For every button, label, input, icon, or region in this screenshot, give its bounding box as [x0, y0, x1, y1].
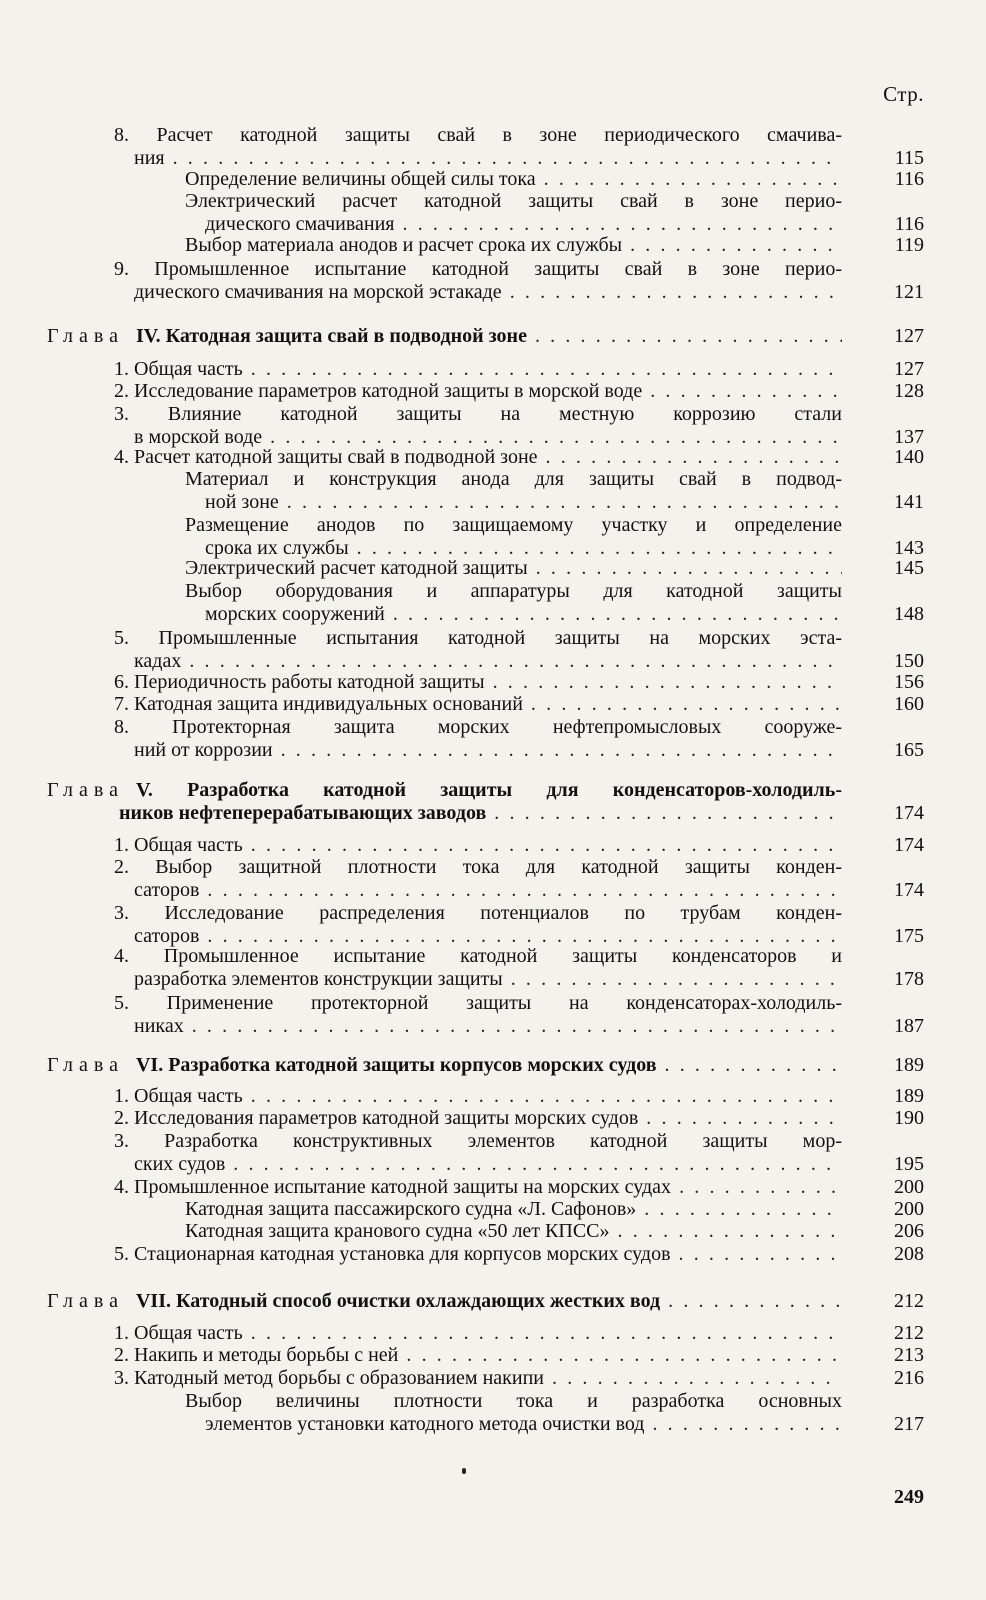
toc-entry-line	[185, 557, 842, 579]
toc-page-number: 213	[894, 1344, 924, 1366]
toc-entry-line	[114, 902, 842, 924]
toc-page-number: 156	[894, 671, 924, 693]
toc-entry-text: 1. Общая часть	[114, 358, 243, 380]
chapter-label: Глава	[47, 1054, 124, 1076]
dot-leader	[622, 234, 842, 256]
toc-page-number: 116	[894, 168, 924, 190]
toc-entry-line	[134, 925, 842, 947]
toc-entry-text: Материал и конструкция анода для защиты свай в подвод-	[185, 468, 842, 490]
toc-entry-line	[114, 856, 842, 878]
toc-page-number: 174	[894, 878, 924, 901]
toc-entry-text: 2. Выбор защитной плотности тока для катодной защиты конден-	[114, 856, 842, 878]
toc-page-number: 141	[894, 490, 924, 513]
dot-leader	[671, 1243, 842, 1265]
dot-leader	[398, 1344, 842, 1366]
toc-page-number: 137	[894, 425, 924, 448]
toc-entry-line	[114, 627, 842, 649]
toc-entry-line	[134, 739, 842, 761]
toc-entry-line	[185, 1220, 842, 1242]
dot-leader	[502, 281, 842, 303]
toc-entry-line	[134, 1015, 842, 1037]
toc-entry-text: 5. Промышленные испытания катодной защиты на морских эста-	[114, 627, 842, 649]
toc-page-number: 143	[894, 536, 924, 559]
toc-entry-text: Электрический расчет катодной защиты	[185, 557, 528, 579]
dot-leader	[243, 1322, 842, 1344]
toc-entry-text: 4. Расчет катодной защиты свай в подводной зоне	[114, 446, 538, 468]
dot-leader	[199, 925, 842, 947]
toc-page-number: 121	[894, 280, 924, 303]
dot-leader	[225, 1153, 842, 1175]
toc-entry-text: 4. Промышленное испытание катодной защиты конденсаторов и	[114, 945, 842, 967]
toc-page-number: 189	[894, 1054, 924, 1076]
toc-entry-line	[185, 580, 842, 602]
toc-entry-text: разработка элементов конструкции защиты	[134, 967, 503, 990]
dot-leader	[486, 802, 842, 824]
toc-page-number: 165	[894, 738, 924, 761]
toc-page-number: 200	[894, 1176, 924, 1198]
toc-entry-line	[185, 468, 842, 490]
toc-page-number: 189	[894, 1085, 924, 1107]
toc-page-number: 119	[894, 234, 924, 256]
dot-leader	[262, 426, 842, 448]
toc-page-number: 140	[894, 446, 924, 468]
dot-leader	[243, 358, 842, 380]
dot-leader	[644, 1413, 842, 1435]
toc-page-number: 148	[894, 602, 924, 625]
dot-leader	[503, 968, 842, 990]
toc-entry-line	[134, 426, 842, 448]
dot-leader	[385, 603, 842, 625]
dot-leader	[485, 671, 842, 693]
toc-entry-text: Электрический расчет катодной защиты свай в зоне перио-	[185, 190, 842, 212]
toc-entry-line	[205, 213, 842, 235]
dot-leader	[642, 380, 842, 402]
toc-entry-text: саторов	[134, 878, 200, 901]
toc-entry-text: срока их службы	[205, 536, 349, 559]
toc-entry-text: Определение величины общей силы тока	[185, 168, 536, 190]
chapter-title: VI. Разработка катодной защиты корпусов морских судов	[135, 1054, 657, 1076]
toc-entry-line	[185, 168, 842, 190]
toc-entry-text: Выбор величины плотности тока и разработка основных	[185, 1390, 842, 1412]
toc-entry-text: 8. Протекторная защита морских нефтепромысловых сооруже-	[114, 716, 842, 738]
chapter-heading-line	[119, 802, 842, 824]
toc-entry-line	[185, 1390, 842, 1412]
dot-leader	[638, 1107, 842, 1129]
dot-leader	[610, 1220, 842, 1242]
toc-page-number: 217	[894, 1412, 924, 1435]
toc-entry-line	[114, 693, 842, 715]
chapter-label: Глава	[47, 779, 124, 801]
dot-leader	[349, 537, 842, 559]
toc-entry-line	[205, 603, 842, 625]
dot-leader	[536, 168, 842, 190]
toc-page-number: 212	[894, 1290, 924, 1312]
toc-entry-line	[114, 1130, 842, 1152]
toc-entry-text: Выбор материала анодов и расчет срока их службы	[185, 234, 623, 256]
toc-entry-line	[205, 491, 842, 513]
toc-entry-text: 2. Исследование параметров катодной защиты в морской воде	[114, 380, 643, 402]
toc-page-number: 190	[894, 1107, 924, 1129]
toc-entry-line	[114, 358, 842, 380]
toc-entry-text: 3. Катодный метод борьбы с образованием накипи	[114, 1367, 544, 1389]
toc-entry-text: Выбор оборудования и аппаратуры для катодной защиты	[185, 580, 842, 602]
dot-leader	[243, 834, 842, 856]
dot-leader	[395, 213, 843, 235]
chapter-heading-line	[47, 1054, 842, 1076]
toc-page-number: 127	[894, 358, 924, 380]
toc-entry-line	[114, 258, 842, 280]
toc-entry-text: ний от коррозии	[134, 738, 273, 761]
toc-entry-line	[114, 124, 842, 146]
toc-entry-text: дического смачивания	[205, 212, 395, 235]
toc-entry-line	[114, 1085, 842, 1107]
dot-leader	[671, 1176, 842, 1198]
toc-entry-text: 1. Общая часть	[114, 1322, 243, 1344]
toc-entry-line	[134, 968, 842, 990]
toc-entry-text: 9. Промышленное испытание катодной защиты свай в зоне перио-	[114, 258, 842, 280]
toc-page-number: 145	[894, 557, 924, 579]
toc-entry-line	[185, 1198, 842, 1220]
dot-leader	[660, 1290, 842, 1312]
toc-entry-line	[114, 1107, 842, 1129]
toc-entry-text: 1. Общая часть	[114, 1085, 243, 1107]
toc-page-number: 200	[894, 1198, 924, 1220]
dot-leader	[544, 1367, 842, 1389]
toc-entry-line	[114, 834, 842, 856]
chapter-label: Глава	[47, 325, 124, 347]
toc-entry-line	[114, 945, 842, 967]
chapter-title: VII. Катодный способ очистки охлаждающих жестких вод	[135, 1290, 661, 1312]
toc-page-number: 178	[894, 967, 924, 990]
toc-entry-line	[114, 446, 842, 468]
toc-entry-line	[185, 234, 842, 256]
toc-entry-line	[114, 1176, 842, 1198]
chapter-heading-line	[47, 779, 842, 801]
toc-entry-text: 3. Разработка конструктивных элементов катодной защиты мор-	[114, 1130, 842, 1152]
page-number: 249	[894, 1486, 924, 1508]
dot-leader	[199, 879, 842, 901]
toc-entry-text: дического смачивания на морской эстакаде	[134, 280, 502, 303]
toc-page-number: 175	[894, 924, 924, 947]
toc-entry-text: 3. Исследование распределения потенциалов по трубам конден-	[114, 902, 842, 924]
toc-entry-text: 2. Исследования параметров катодной защиты морских судов	[114, 1107, 639, 1129]
toc-entry-line	[114, 1344, 842, 1366]
chapter-heading-line	[47, 325, 842, 347]
toc-entry-text: ной зоне	[205, 490, 279, 513]
chapter-heading-line	[47, 1290, 842, 1312]
toc-entry-line	[114, 671, 842, 693]
toc-page-number: 206	[894, 1220, 924, 1242]
toc-entry-line	[114, 403, 842, 425]
toc-page-number: 160	[894, 693, 924, 715]
toc-entry-text: ния	[134, 146, 165, 169]
toc-page-number: 127	[894, 325, 924, 347]
toc-entry-text: 1. Общая часть	[114, 834, 243, 856]
dot-leader	[243, 1085, 842, 1107]
toc-entry-text: Размещение анодов по защищаемому участку и определение	[185, 514, 842, 536]
toc-entry-line	[185, 514, 842, 536]
toc-entry-text: 7. Катодная защита индивидуальных оснований	[114, 693, 523, 715]
toc-entry-text: 2. Накипь и методы борьбы с ней	[114, 1344, 399, 1366]
chapter-label: Глава	[47, 1290, 124, 1312]
dot-leader	[279, 491, 842, 513]
toc-entry-line	[114, 380, 842, 402]
chapter-title: IV. Катодная защита свай в подводной зоне	[135, 325, 527, 347]
toc-entry-line	[114, 1243, 842, 1265]
toc-entry-line	[185, 190, 842, 212]
toc-entry-text: в морской воде	[134, 425, 263, 448]
toc-page-number: 116	[894, 212, 924, 235]
dot-leader	[657, 1054, 843, 1076]
toc-entry-text: морских сооружений	[205, 602, 385, 625]
toc-entry-line	[134, 147, 842, 169]
toc-entry-text: 5. Применение протекторной защиты на конденсаторах-холодиль-	[114, 992, 842, 1014]
toc-page-number: 128	[894, 380, 924, 402]
toc-entry-text: 5. Стационарная катодная установка для корпусов морских судов	[114, 1243, 671, 1265]
toc-entry-text: кадах	[134, 649, 182, 672]
dot-leader	[273, 739, 842, 761]
toc-entry-text: 6. Периодичность работы катодной защиты	[114, 671, 485, 693]
dot-leader	[528, 557, 842, 579]
toc-entry-line	[114, 1322, 842, 1344]
toc-entry-text: ских судов	[134, 1152, 226, 1175]
chapter-title: V. Разработка катодной защиты для конденсаторов-холодиль-	[135, 779, 842, 801]
toc-page-number: 187	[894, 1014, 924, 1037]
toc-entry-line	[114, 992, 842, 1014]
toc-page-number: 174	[894, 834, 924, 856]
toc-entry-text: никах	[134, 1014, 184, 1037]
dot-leader	[165, 147, 842, 169]
toc-entry-text: Катодная защита пассажирского судна «Л. Сафонов»	[185, 1198, 637, 1220]
toc-entry-line	[134, 879, 842, 901]
toc-page-number: 195	[894, 1152, 924, 1175]
toc-page-number: 150	[894, 649, 924, 672]
toc-entry-line	[114, 1367, 842, 1389]
toc-page-number: 208	[894, 1243, 924, 1265]
dot-leader	[184, 1015, 842, 1037]
toc-page-number: 216	[894, 1367, 924, 1389]
dot-leader	[538, 446, 842, 468]
toc-entry-line	[114, 716, 842, 738]
toc-page-number: 115	[894, 146, 924, 169]
dot-leader	[523, 693, 842, 715]
toc-entry-line	[134, 281, 842, 303]
toc-entry-text: 4. Промышленное испытание катодной защиты на морских судах	[114, 1176, 672, 1198]
toc-page-number: 174	[894, 801, 924, 824]
chapter-title: ников нефтеперерабатывающих заводов	[119, 801, 487, 824]
toc-entry-text: саторов	[134, 924, 200, 947]
dot-leader	[527, 325, 842, 347]
dot-leader	[181, 650, 842, 672]
page-column-header: Стр.	[883, 82, 924, 106]
toc-entry-text: элементов установки катодного метода очистки вод	[205, 1412, 645, 1435]
toc-entry-line	[205, 537, 842, 559]
toc-entry-text: 3. Влияние катодной защиты на местную коррозию стали	[114, 403, 842, 425]
toc-entry-line	[134, 1153, 842, 1175]
toc-entry-line	[134, 650, 842, 672]
toc-entry-text: Катодная защита кранового судна «50 лет КПСС»	[185, 1220, 610, 1242]
print-speck	[462, 1468, 466, 1474]
toc-page-number: 212	[894, 1322, 924, 1344]
toc-entry-line	[205, 1413, 842, 1435]
dot-leader	[636, 1198, 842, 1220]
toc-entry-text: 8. Расчет катодной защиты свай в зоне периодического смачива-	[114, 124, 842, 146]
